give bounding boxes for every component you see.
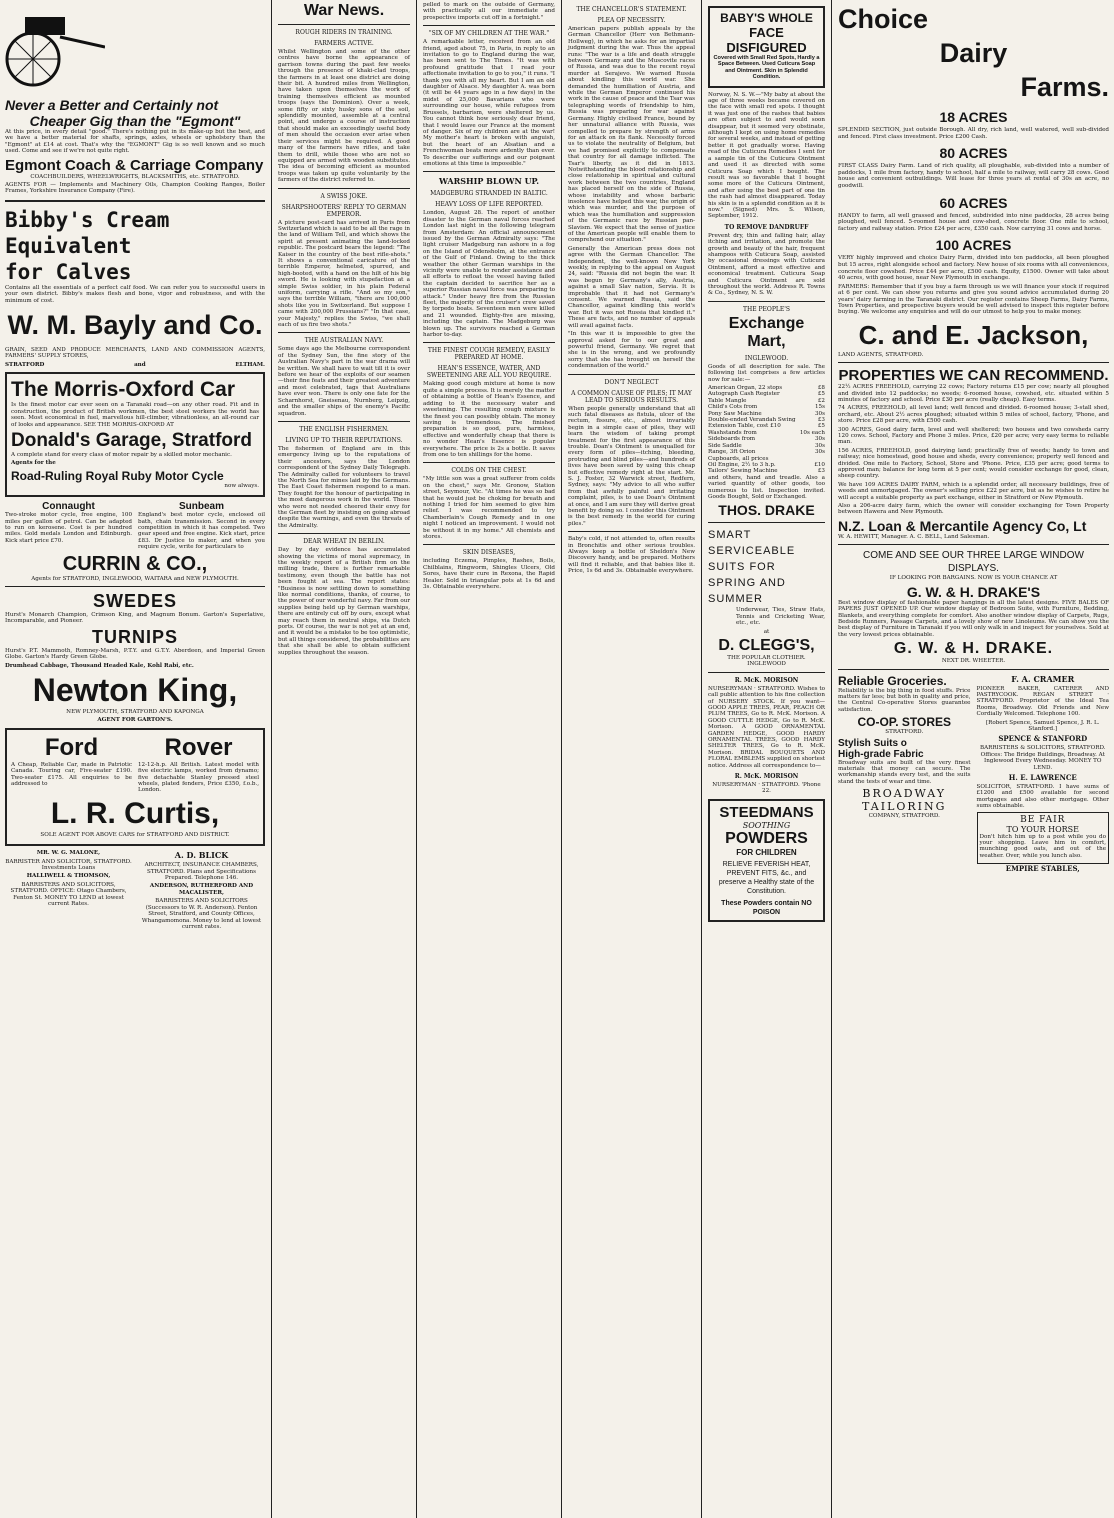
article-rough-riders: Whilst Wellington and some of the other centres have borne the appearance of garrison towns during the past few weeks through the presence of khaki-clad troops, the farmers in at least one district are doing their bit. A hundred miles from Wellington, have taken upon themselves the work of training themselves efficient as mounted troops (says the Dominion). Over a week, some fifty or sixty husky sons of the soil, splendidly mounted, assemble at a central point, and undergo a course of instruction that should make an exceedingly useful body of men should the occasion ever arise when their services might be required. A good many of the farmers have rifles, and take them to drill, while those who are not so equipped are armed with wooden substitutes. The idea of becoming efficient as mounted troops was taken up quite voluntarily by the farmers of the district referred to. (278, 49, 410, 184)
property-3: 300 ACRES, Good dairy farm, level and well sheltered; two houses and two cowsheds carry 120 cows. School, Factory and Phone 3 miles. Price, £20 per acre; very easy terms to reliable man. (838, 426, 1109, 446)
morris-headline: The Morris-Oxford Car (11, 378, 236, 402)
swedes-title: SWEDES (92, 590, 177, 611)
headline-australian-navy: THE AUSTRALIAN NAVY. (304, 337, 384, 345)
turnips-body: Hurst's P.T. Mammoth, Romney-Marsh, P.T.Y. and G.T.Y. Aberdeen, and Imperial Green Globe. Garton's Hardy Green Globe. (5, 647, 265, 661)
blick-name: A. D. BLICK (174, 850, 229, 861)
window-displays-heading: COME AND SEE OUR THREE LARGE WINDOW DISPLAYS. (863, 550, 1084, 575)
masthead: War News. (303, 2, 385, 19)
carriage-gig-icon (5, 7, 105, 97)
bayly-location-and: and (134, 361, 146, 368)
article-swiss-joke: A picture post-card has arrived in Paris from Switzerland which is said to be all the rage in the land of William Tell, and which shows the spirit at present animating the land-locked republic. The postcard bears the legend: "The Kaiser in the country of the best rifle-shots." It shows a conventional caricature of the terrible Emperor, helmeted, spurred, and high-booted, with a hand on the hilt of his big sword. He is looking with stupefaction at a simple Swiss soldier, in his plain Federal uniform, carrying a rifle. "And so my son," says the terrible William, "there are 100,000 shots like you in Switzerland. But suppose I came with 200,000 Prussians?" "In that case, your Majesty," replies the Swiss, "we shall each of us fire two shots." (278, 219, 410, 329)
properties-heading: PROPERTIES WE CAN RECOMMEND. (838, 367, 1109, 385)
stylish-body: Broadway suits are built of the very finest materials that money can secure. The workmanship stands every test, and the suits stand the tests of wear and time. (838, 759, 971, 785)
morison-body: NURSERYMAN · STRATFORD. Wishes to call public attention to his fine collection of NURSERY STOCK. If you want—GOOD APPLE TREES, PEAR, PEACH OR PLUM TREES, Go to R. McK. Morison. A GOOD CUTTLE HEDGE, Go to R. McK. Morison. A GOOD ORNAMENTAL GARDEN HEDGE, GOOD HARDY ORNAMENTAL TREES, GOOD HARDY SHELTER TREES, Go to R. McK. Morison. BRIDAL BOUQUETS AND FLORAL EMBLEMS supplied on shortest notice. Address all correspondence to— (708, 685, 825, 769)
subhead-heans-essence: HEAN'S ESSENCE, WATER, AND SWEETENING ARE ALL YOU REQUIRE. (426, 365, 552, 380)
curtis-name: L. R. Curtis, (50, 796, 220, 830)
gw-drake-body: Best window display of fashionable paper hangings in all the latest designs. FIVE BALES OF PAPERS JUST OPENED UP. Our window display of Bedroom Suite, with Furniture, Bedding, Blankets, and everything complete for comfort. Also another window display of Carpets, Rugs, Bedside Runners, Passage Carpets, and a lovely show of new Linoleums. We can show you the best display of Furniture in Taranaki if you will only walk in and inspect for yourselves. Sold at the very lowest prices obtainable. (838, 599, 1109, 638)
farms-heading: Farms. (1020, 72, 1109, 102)
steedmans-brand: STEEDMANS (719, 803, 814, 821)
spence-name: SPENCE & STANFORD (998, 734, 1088, 744)
egmont-subtitle: COACHBUILDERS, WHEELWRIGHTS, BLACKSMITHS, etc. STRATFORD. (30, 173, 240, 180)
royal-ruby-tail: now always. (224, 482, 259, 489)
steedmans-claims: RELIEVE FEVERISH HEAT, PREVENT FITS, &c., and preserve a Healthy state of the Constitution. (718, 860, 815, 895)
rover-body: 12-12-h.p. All British. Latest model with five electric lamps, worked from dynamo; five detachable Stanley pressed steel wheels, plated fenders, Price £350, f.o.b., London. (138, 761, 259, 794)
donald-body: A complete stand for every class of motor repair by a skilled motor mechanic. (11, 451, 232, 458)
steedmans-ad (708, 799, 825, 922)
column-1-ads (0, 0, 270, 1518)
morison-name-2: R. McK. MORISON (734, 773, 799, 781)
clegg-name: D. CLEGG'S, (718, 636, 815, 654)
morison-name: R. McK. MORISON (734, 676, 799, 684)
window-displays-subtitle: IF LOOKING FOR BARGAINS. NOW IS YOUR CHANCE AT (889, 575, 1058, 582)
headline-swiss-joke: A SWISS JOKE. (320, 192, 368, 200)
property-2: 74 ACRES, FREEHOLD, all level land; well fenced and divided. 6-roomed house; 3-stall shed, orchard, etc. About 2½ acres ploughed; situated within 5 miles of school, factory, 'Phone, and store. Price £28 per acre, with £500 cash. (838, 405, 1109, 425)
dairy-heading: Dairy (939, 38, 1008, 68)
exchange-location: INGLEWOOD. (744, 354, 789, 362)
column-3-news (418, 0, 560, 1518)
halliwell-body: BARRISTERS AND SOLICITORS, STRATFORD. OFFICE: Otago Chambers, Fenton St. MONEY TO LEND at lowest current Rates. (10, 881, 127, 908)
connaught-title: Connaught (42, 501, 95, 513)
peoples-label: THE PEOPLE'S (742, 305, 791, 313)
jackson-name: C. and E. Jackson, (858, 319, 1089, 350)
be-fair-body: Don't hitch him up to a post while you do your shopping. Leave him in comfort, munching good oats, and out of the weather. Over, while you lunch also. (979, 833, 1106, 859)
subhead-farmers-active: FARMERS ACTIVE. (314, 40, 374, 47)
smart-line-2: SERVICEABLE (708, 545, 796, 558)
ford-rover-ad (5, 728, 265, 846)
jackson-subtitle: LAND AGENTS, STRATFORD. (838, 351, 924, 358)
headline-dear-wheat: DEAR WHEAT IN BERLIN. (303, 538, 385, 546)
sunbeam-title: Sunbeam (178, 501, 224, 513)
thos-drake-name: THOS. DRAKE (718, 502, 815, 519)
smart-line-4: SPRING AND (708, 577, 786, 590)
list-item: Table Mangle £2 (708, 397, 825, 404)
clegg-subtitle: THE POPULAR CLOTHIER. INGLEWOOD (727, 654, 806, 668)
dandruff-body: Prevent dry, thin and falling hair, allay itching and irritation, and promote the growth and beauty of the hair, frequent shampoos with Cuticura Soap, assisted by occasional dressings with Cuticura Ointment, afford a most effective and economical treatment. Cuticura Soap and Cuticura Ointment are sold throughout the world. Address R. Towns & Co., Sydney, N. S. W. (708, 232, 825, 297)
ford-body: A Cheap, Reliable Car, made in Patriotic Canada. Touring car, Five-seater £190. Two-seater £175. All enquiries to be addressed to (11, 761, 132, 788)
morris-body: Is the finest motor car ever seen on a Taranaki road—on any other road. Fit and in construction, the product of British workmen, the best steel workers the world has seen. Most economical in fuel, marvellous hill-climber, vibrationless, an all-round car of looks and appearance. SEE THE MORRIS-OXFORD AT (11, 402, 259, 428)
list-item: Range, 3ft Orion 30s (708, 449, 825, 456)
article-continued: pelled to mark on the outside of Germany, with practically all our immediate and prospective imports cut off in a fortnight." (423, 2, 555, 21)
steedmans-children: FOR CHILDREN (736, 847, 797, 857)
ford-title: Ford (44, 733, 99, 761)
reliable-groceries-body: Reliability is the big thing in food stuffs. Price matters far less; but both in quality and price, the Central Co-operative Stores guarantee satisfaction. (838, 687, 971, 713)
baby-subtitle: Covered with Small Red Spots, Hardly a Space Between. Used Cuticura Soap and Ointment. Skin in Splendid Condition. (713, 55, 820, 81)
bibby-subheadline: for Calves (5, 259, 132, 284)
bayly-location-eltham: ELTHAM. (235, 361, 265, 368)
malone-name: MR. W. G. MALONE, (36, 850, 101, 857)
article-piles: When people generally understand that all such fatal diseases as fistula, ulcer of the rectum, fissure, etc., almost invariably begin in a simple case of piles, they will learn the wisdom of taking prompt treatment for the first appearance of this trouble. Doan's Ointment is unequalled for every form of piles—itching, bleeding, protruding and blind piles—and hundreds of lives have been saved by using this cheap but effective remedy right at the start. Mr. S. J. Foster, 32 Warwick street, Redfern, Sydney, says: "My advice to all who suffer from that awfully painful and irritating complaint, piles, is to use Doan's Ointment at once, and I am sure they will derive great benefit by doing so. I consider this Ointment is the best remedy in the world for curing piles." (568, 405, 695, 527)
headline-six-children: "SIX OF MY CHILDREN AT THE WAR." (428, 30, 550, 38)
list-item: 80 ACRES FIRST CLASS Dairy Farm. Land of rich quality, all ploughable, sub-divided into a number of paddocks, 1 mile from factory, handy to school, half a mile to railway, will carry 28 cows. Good house and convenient outbuildings. Will lease for three years at rental of 30s an acre, no goodwill. (838, 145, 1109, 189)
newton-agent: AGENT FOR GARTON'S. (97, 717, 173, 724)
curtis-subtitle: SOLE AGENT FOR ABOVE CARS for STRATFORD AND DISTRICT. (40, 831, 230, 838)
baby-headline: BABY'S WHOLE (720, 11, 813, 25)
anderson-body: BARRISTERS AND SOLICITORS (Successors to W. R. Anderson). Fenton Street, Stratford, and County Offices, Whangamomona. Money to lend at lowest current rates. (141, 898, 262, 930)
gig-headline-2: Cheaper Gig than the "Egmont" (29, 113, 241, 129)
egmont-company-name: Egmont Coach & Carriage Company (5, 156, 264, 174)
article-chancellor-reply: Generally the American press does not agree with the German Chancellor. The Independent, the well-known New York weekly, in replying to the appeal on August 24, said: "Russia did not begin the war. It was begun by Germany's ally, Austria, against a small Slav nation, Servia. It is improbable that it had not Germany's consent. We warned Russia, said the Chancellor, against kindling this world's war. But it was not Russia that kindled it." These are facts, and no number of appeals will avail against facts. (568, 245, 695, 329)
steedmans-soothing: SOOTHING (742, 820, 791, 830)
cramer-body: PIONEER BAKER, CATERER AND PASTRYCOOK. REGAN STREET · STRATFORD. Proprietor of the Ideal Tea Rooms, Broadway. Old Friends and New Cordially Welcomed. Telephone 100. (976, 685, 1109, 718)
face-disfigured-headline: FACE DISFIGURED (726, 25, 807, 55)
empire-stables-name: EMPIRE STABLES, (1005, 864, 1080, 874)
article-babys-cold: Baby's cold, if not attended to, often results in Bronchitis and other serious troubles. Always keep a bottle of Sheldon's New Discovery handy, and be prepared. Mothers will find it reliable, and that babies like it. Price, 1s 6d and 3s. Obtainable everywhere. (568, 536, 695, 575)
column-6-ads (833, 0, 1114, 1518)
be-fair-title: BE FAIR (1020, 814, 1066, 825)
gw-drake-name-2: G. W. & H. DRAKE. (893, 640, 1054, 658)
steedmans-no-poison: These Powders contain NO POISON (721, 899, 812, 916)
list-item: 100 ACRES VERY highly improved and choice Dairy Farm, divided into ten paddocks, all been ploughed but 15 acres, right alongside school and factory. New house of six rooms with all conveniences, concrete floor cowshed. Price £44 per acre, £500 cash. Equity, £1500. Owner will take about 40 acres, with good house, near New Plymouth in exchange. (838, 237, 1110, 282)
gw-drake-name: G. W. & H. DRAKE'S (906, 583, 1041, 600)
broadway-line-3: COMPANY, STRATFORD. (868, 813, 940, 820)
smart-line-3: SUITS FOR (708, 561, 776, 574)
subhead-madgeburg: MADGEBURG STRANDED IN BALTIC. (430, 190, 548, 198)
royal-ruby-name: Road-Ruling Royal Ruby Motor Cycle (11, 468, 224, 483)
dandruff-headline: TO REMOVE DANDRUFF (724, 223, 809, 231)
anderson-name: ANDERSON, RUTHERFORD AND MACALISTER, (149, 883, 254, 896)
subhead-loss-of-life: HEAVY LOSS OF LIFE REPORTED. (435, 201, 543, 209)
egmont-agents: AGENTS FOR — Implements and Machinery Oils, Champion Cooking Ranges, Boiler Frames, Yorkshire Insurance Company (Fire). (5, 182, 265, 195)
nz-loan-subtitle: W. A. HEWITT, Manager. A. C. BELL, Land Salesman. (838, 533, 990, 540)
column-rule (701, 0, 702, 1518)
steedmans-powders: POWDERS (725, 829, 808, 847)
baby-body: Norway, N. S. W.—"My baby at about the age of three weeks became covered on the face with small red spots. I thought it was just one of the rashes that babies are often subject to and would soon disappear, but it seemed very obstinate, although I kept on using home remedies for several weeks, and instead of getting better it got gradually worse. Having read of the Cuticura Remedies I sent for a sample tin of the Cuticura Ointment and used it as directed with some Cuticura Soap which I bought. The result was so favorable that I bought some more of the Cuticura Ointment, and after using the best part of one tin the rash had almost disappeared. Today his skin is in a splendid condition as it is now." (Signed) Mrs. S. Wilson, September, 1912. (708, 91, 825, 220)
professional-cards (5, 850, 265, 932)
list-item: 18 ACRES SPLENDID SECTION, just outside Borough. All dry, rich land, well watered, well sub-divided and fenced. First class investment. Price £200 Cash. (838, 109, 1109, 140)
column-rule (561, 0, 562, 1518)
newton-king-name: Newton King, (32, 672, 238, 708)
bayly-location-stratford: STRATFORD (5, 361, 45, 368)
list-item: American Organ, 22 stops £8 (708, 385, 825, 392)
spence-preface: [Robert Spence, Samuel Spence, J. R. L. Stanford.] (985, 719, 1100, 732)
column-rule (831, 0, 832, 1518)
headline-rough-riders: ROUGH RIDERS IN TRAINING. (295, 29, 393, 36)
subhead-necessity: PLEA OF NECESSITY. (597, 17, 666, 24)
property-1: 22½ ACRES FREEHOLD, carrying 22 cows; Factory returns £15 per cow; nearly all ploughed and divided into 12 paddocks; no weeds; 6-roomed house, cowshed, etc. situated within 5 minutes of factory and school. Price £30 per acre (really cheap). Easy terms. (838, 384, 1109, 403)
malone-body: BARRISTER AND SOLICITOR, STRATFORD. Investments Loans (5, 858, 132, 872)
list-item: 60 ACRES HANDY to farm, all well grassed and fenced, subdivided into nine paddocks, 28 acres being ploughed, well fenced. 5-roomed house and cow-shed, concrete floor. One mile to school, factory and railway station. Price £24 per acre, £350 cash. Now carrying 31 cows and horse. (838, 194, 1109, 232)
column-4-news (563, 0, 700, 1518)
clegg-at: at (763, 628, 770, 635)
headline-warship: WARSHIP BLOWN UP. (438, 176, 540, 187)
stylish-title-1: Stylish Suits o (838, 737, 907, 749)
list-item: Extension Table, cost £10 £5 (708, 423, 825, 430)
list-item: Tailors' Sewing Machine £3 (708, 468, 825, 475)
exchange-mart-name: Exchange Mart, (728, 314, 805, 350)
property-6: Also a 206-acre dairy farm, which the owner will consider exchanging for Town Property between Hawera and New Plymouth. (838, 503, 1109, 516)
coop-stores-subtitle: STRATFORD. (885, 729, 924, 736)
column-rule (271, 0, 272, 1518)
smart-line-5: SUMMER (708, 593, 763, 606)
broadway-line-1: BROADWAY (862, 787, 947, 801)
blick-body: ARCHITECT, INSURANCE CHAMBERS, STRATFORD. Plans and Specifications Prepared. Telephone 146. (144, 862, 259, 882)
bibby-headline: Bibby's Cream Equivalent (5, 207, 170, 258)
article-warship: London, August 28. The report of another disaster to the German naval forces reached London last night in the following telegram from Amsterdam: An official announcement issued by the German Admiralty says: "The light cruiser Madgeburg ran ashore in a fog on the Island of Odensholm, at the entrance of the Gulf of Finland. Owing to the thick weather the other German warships in the vicinity were unable to render assistance and all efforts to refloat the vessel having failed the captain decided to sacrifice her as a superior Russian naval force was preparing to attack." Under heavy fire from the Russian fleet, the majority of the cruiser's crew saved by torpedo boats. Seventeen men were killed and 21 wounded. Eighty-five are missing, including the captain. The Madgeburg was blown up. The survivors reached a German harbor to-day. (423, 210, 555, 339)
clegg-list: Underwear, Ties, Straw Hats, Tennis and Cricketing Wear, etc., etc. (736, 607, 825, 627)
article-skin-diseases: including Eczema, Pimples, Rashes, Boils, Chilblains, Ringworm, Shingles Ulcers, Old Sores, have their cure in Rexona, the Rapid Healer. Sold in triangular pots at 1s 6d and 3s. Obtainable everywhere. (423, 558, 555, 591)
be-fair-subtitle: TO YOUR HORSE (1006, 824, 1079, 834)
gig-ad (5, 2, 265, 97)
gig-body: At this price, in every detail "good." There's nothing put in its make-up but the best, and we have a better material for shafts, springs, axles, wheels or upholstery than the "Egmont" at £14 at cost. That's why the "EGMONT" Gig is so well known and so much used. Come and see if we're not quite right. (5, 129, 265, 155)
column-rule (416, 0, 417, 1518)
property-4: 156 ACRES, FREEHOLD, good dairying land; practically free of weeds; handy to town and railway; nice homestead, good house and sheds, every convenience; property well fenced and divided. One mile to Factory, School, Store and 'Phone. Price, £35 per acre; good terms to approved man; balance for long term at 5 per cent; would consider exchange for good, clean, sheep country. (838, 447, 1109, 480)
swedes-body: Hurst's Monarch Champion, Crimson King, and Magnum Bonum. Garton's Superlative, Incomparable, and Pioneer. (5, 611, 265, 625)
smart-line-1: SMART (708, 529, 752, 542)
list-item: Side Saddle 30s (708, 442, 825, 449)
exchange-intro: Goods of all description for sale. The following list comprises a few articles now for sale:— (708, 363, 825, 383)
property-5: We have 109 ACRES DAIRY FARM, which is a splendid order, all necessary buildings, free of weeds and unmortgaged. The owner's selling price £22 per acre, but as he wishes to retire he will accept a suitable property as part exchange, either in Stratford or New Plymouth. (838, 481, 1109, 501)
bayly-name: W. M. Bayly and Co. (7, 310, 263, 341)
list-item: Autograph Cash Register £5 (708, 391, 825, 398)
list-item: Oil Engine, 2½ to 3 h.p. £10 (708, 461, 825, 468)
connaught-body: Two-stroke motor cycle, free engine, 100 miles per gallon of petrol. Can be adapted to run on kerosene. Cost is per hundred miles. Gold medals London and Edinburgh. Kick start price £70. (5, 512, 132, 544)
headline-colds: COLDS ON THE CHEST. (451, 467, 527, 475)
cramer-name: F. A. CRAMER (1011, 673, 1075, 684)
sunbeam-body: England's best motor cycle, enclosed oil bath, chain transmission. Second in every competition in which it has competed. Two gear speed and free engine. Kick start, price £83. Dr Justice to maker, and when you require cycle, write for particulars to (138, 512, 265, 551)
halliwell-name: HALLIWELL & THOMSON, (26, 873, 111, 880)
bayly-locations (5, 362, 265, 368)
list-item: Cupboards, all prices (708, 455, 769, 462)
broadway-line-2: TAILORING (862, 800, 947, 814)
lawrence-body: SOLICITOR, STRATFORD. I have sums of £1200 and £500 available for second mortgages and also other mortgage. Other sums obtainable. (976, 784, 1109, 810)
article-english-fishermen: The fishermen of England are in this emergency living up to the reputations of their ancestors, says the London correspondent of the Sydney Daily Telegraph. The Admiralty called for volunteers to travel the North Sea for mines laid by the Germans. The East Coast fishermen respond to a man. They fought for the honour of participating in the most dangerous work in the world. Those who were not needed cheered their envy for the German fleet by insisting on going abroad despite the warnings, and even the threats of the Admiralty. (278, 445, 410, 529)
article-colds: "My little son was a great sufferer from colds on the chest," says Mr. Gronow, Station street, Seymour, Vic. "At times he was so bad that he would just be choking for breath and nothing I tried for him seemed to give him relief. I was recommended to try Chamberlain's Cough Remedy and in one night I noticed an improvement. I would not be without it in my home." All chemists and stores. (423, 476, 555, 540)
smart-suits-ad (708, 527, 825, 607)
article-australian-navy: Some days ago the Melbourne correspondent of the Sydney Sun, the fine story of the Australian Navy's part in the war drama will be written. We shall have to wait till it is over before we hear of the exploits of our seamen—their fine feats and their greatest adventure and most celebrated, tags that Australians have ever won. There is only one fate for the Scharnhorst, Gneisenau, Nurnberg, Leipzig, and the smaller ships of the enemy's Pacific squadron. (278, 346, 410, 417)
royal-ruby-lead: Agents for the (11, 460, 56, 467)
cuticura-ad (708, 6, 825, 88)
headline-chancellor: THE CHANCELLOR'S STATEMENT. (576, 6, 687, 13)
headline-skin-diseases: SKIN DISEASES, (462, 549, 516, 557)
article-dear-wheat: Day by day evidence has accumulated showing the victims of moral supremacy, in the weekly report of a British firm on the milling trade, there is further remarkable testimony, even though the battle has not been fought at sea. The report states: "Business is now settling down to something like normal conditions, thanks, of course, to the power of our wonderful navy. Far from our supplies being held up by German warships, there are entirely cut off by ours, except what may reach them in neutral ships, via Dutch ports. Of course, the war is not yet at an end, and it would be a mistake to be too optimistic, but all things considered, the probabilities are that she shall be able to obtain sufficient supplies throughout the season. (278, 547, 410, 656)
spence-body: BARRISTERS & SOLICITORS, STRATFORD. Offices: The Bridge Buildings, Broadway. At Inglewood Every Wednesday. MONEY TO LEND. (979, 745, 1106, 771)
rover-title: Rover (164, 733, 233, 761)
currin-subtitle: Agents for STRATFORD, INGLEWOOD, WAITARA and NEW PLYMOUTH. (31, 575, 239, 582)
newton-subtitle: NEW PLYMOUTH, STRATFORD AND KAPONGA (66, 709, 204, 715)
subhead-piles: A COMMON CAUSE OF PILES; IT MAY LEAD TO SERIOUS RESULTS. (571, 389, 692, 404)
lawrence-name: H. E. LAWRENCE (1008, 773, 1077, 782)
bayly-subtitle: GRAIN, SEED AND PRODUCE MERCHANTS, LAND AND COMMISSION AGENTS, FARMERS' SUPPLY STORES, (5, 347, 265, 360)
gig-headline-1: Never a Better and Certainly not (5, 97, 219, 113)
list-item: Pony Saw Machine 30s (708, 410, 825, 417)
headline-english-fishermen: THE ENGLISH FISHERMEN. (299, 425, 389, 433)
article-six-children: A remarkable letter, received from an old friend, aged about 75, in Paris, in reply to an invitation to go to England during the war, has been sent to The Times. "It was with profound gratitude that I read your affectionate invitation to go to you," it runs. "I thank you with all my heart. But I am an old daughter of Alsace. My daughter A. was born (it will be 44 years ago in a few days) in the midst of 25,000 Bavarians who were surrounding our house, while refugees from Brussels, barbarism, were sheltered by us. You cannot think how seriously dear friend, that I would leave our France at the moment of danger. Six of my children are at the war! My mother's heart is broken with anguish, but the heart of an Alsatian and a Frenchwoman beats more ardently than ever. To describe our sufferings and our poignant emotions at this time is impossible." (423, 39, 555, 167)
gw-drake-subtitle: NEXT DR. WHEETER. (941, 658, 1006, 665)
list-item: Washstands from 10s each (708, 429, 825, 436)
farmers-note: FARMERS: Remember that if you buy a farm through us we will finance your stock if required at 6 per cent. We can show you returns and give you sound advice accumulated during 20 years' dairy farming in the Taranaki district. Our register contains Sheep Farms, Dairy Farms, Town Properties, and prospective buyers would be well advised to inspect this register before buying. We welcome any enquiries and will do our utmost to help you to make money. (838, 283, 1109, 316)
morison-subtitle: NURSERYMAN · STRATFORD. 'Phone 22. (712, 782, 821, 795)
subhead-reputations: LIVING UP TO THEIR REPUTATIONS. (285, 436, 403, 444)
article-chancellor: American papers publish appeals by the German Chancellor (Herr von Bethmann-Hollweg), in which he asks for an impartial judgment during the war. Thus the appeal runs: "The war is a life and death struggle between Germany and the Muscovite races of Russia, and was due to the recent royal murder at Serajevo. We warned Russia about kindling this world war. She demanded the humiliation of Austria, and while the German Emperor continued his work in the cause of peace and the Tsar was telegraphing words of friendship to him, Russia was preparing for war against Germany. Highly civilised France, bound by her unnatural alliance with Russia, was compelled to prepare by strength of arms for an attack on its flank. Necessity forced us to violate the neutrality of Belgium, but we had promised explicitly to compensate that country for all damage inflicted. The Tsar's liberty, as it did in 1813. Notwithstanding the blood relationship and close relationship in spiritual and cultural work between the two countries, England has placed herself on the side of Russia, whose instability and whose barbaric insolence have helped this war, the origin of which was murder, and the purpose of which was the humiliation and suppression of the Germanic race by Russian pan-Slavism. We expect that the sense of justice of the American people will enable them to comprehend our situation." (568, 26, 695, 244)
exchange-tail: and others, hand and treadle. Also a varied quantity of other goods, too numerous to list. Inspection invited. Goods Bought, Sold or Exchanged. (708, 474, 825, 500)
donald-garage-name: Donald's Garage, Stratford (11, 429, 253, 451)
headline-dont-neglect: DON'T NEGLECT (604, 378, 659, 386)
headline-cough-remedy: THE FINEST COUGH REMEDY, EASILY PREPARED AT HOME. (427, 347, 551, 362)
subhead-sharpshooters: SHARPSHOOTERS' REPLY TO GERMAN EMPEROR. (281, 203, 407, 218)
reliable-groceries-title: Reliable Groceries. (838, 673, 947, 688)
article-cough-remedy: Making good cough mixture at home is now quite a simple process. It is merely the matter of obtaining a bottle of Hean's Essence, and adding to it the necessary water and sweetening. The resulting cough mixture is the finest you can possibly obtain. The money saving is tremendous. The finished preparation is so good, pure, harmless, effective and wonderfully cheap that there is no wonder Hean's Essence is popular everywhere. The price is 2s a bottle. It saves from one to ten shillings for the home. (423, 381, 555, 458)
list-item: Sideboards from 30s (708, 436, 825, 443)
exchange-price-list (708, 385, 825, 475)
coop-stores-name: CO-OP. STORES (857, 715, 952, 730)
motorcycle-ads (5, 501, 265, 552)
bottom-ads (838, 674, 1109, 877)
farm-list (838, 109, 1109, 282)
choice-heading: Choice (838, 4, 929, 34)
currin-name: CURRIN & CO., (62, 552, 208, 575)
morris-oxford-ad (5, 372, 265, 497)
list-item: Child's Cots from 15s (708, 404, 825, 411)
drumhead-line: Drumhead Cabbage, Thousand Headed Kale, Kohl Rabi, etc. (5, 662, 194, 669)
list-item: Double-ended Verandah Swing £3 (708, 417, 825, 424)
article-chancellor-end: "In this war it is impossible to give the approval asked for to our great and powerful friend, Germany. We regret that she is in the wrong, and we profoundly sorry that she has brought on herself the condemnation of the world." (568, 331, 695, 370)
stylish-title-2: High-grade Fabric (838, 748, 924, 760)
column-5-ads (703, 0, 830, 1518)
bibby-body: Contains all the essentials of a perfect calf food. We can refer you to successful users in your own district. Bibby's makes flesh and bone, vigor and robustness, and with the minimum of cost. (5, 284, 265, 304)
column-2-war-news (273, 0, 415, 1518)
turnips-title: TURNIPS (91, 626, 178, 647)
nz-loan-name: N.Z. Loan & Mercantile Agency Co, Lt (838, 517, 1087, 534)
